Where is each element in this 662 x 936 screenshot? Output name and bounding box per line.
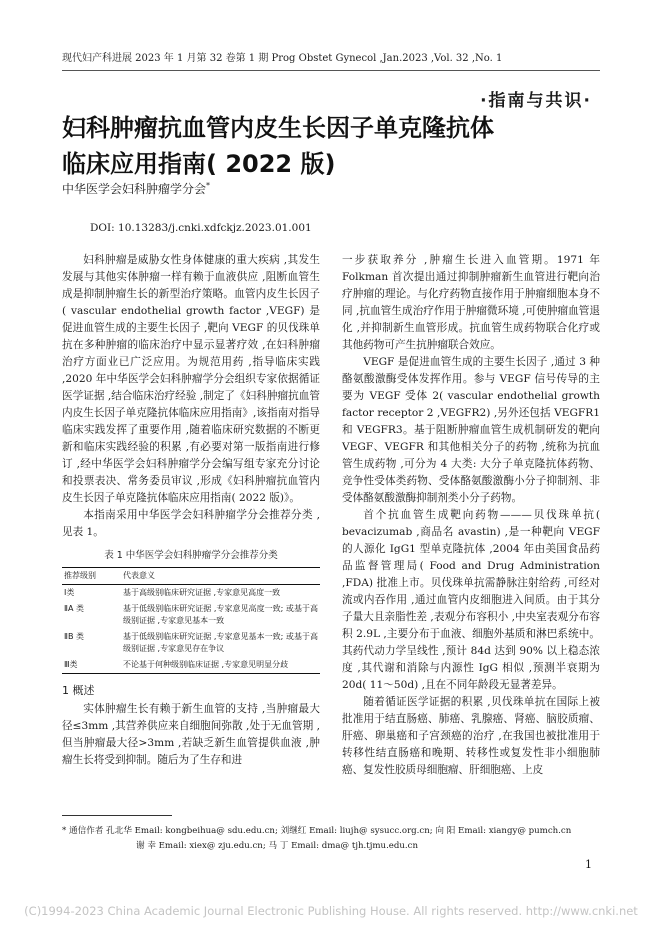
table-row: [62, 629, 320, 657]
right-column: [342, 252, 600, 779]
table-caption: 表 1 中华医学会妇科肿瘤学分会推荐分类: [104, 550, 278, 561]
article-title: [62, 110, 582, 182]
table-cell: ⅡB 类: [64, 632, 84, 641]
table-cell: 基于低级别临床研究证据 ,专家意见高度一致; 或基于高级别证据 ,专家意见基本一致: [123, 604, 318, 625]
table-header-cell: 推荐级别: [62, 568, 121, 585]
paragraph: VEGF 是促进血管生成的主要生长因子 ,通过 3 种酪氨酸激酶受体发挥作用。参与 VEGF 信号传导的主要为 VEGF 受体 2( vascular endothelial growth factor receptor 2 ,VEGFR2) ,另外还包括 VEGFR1 和 VEGFR3。基于阻断肿瘤血管生成机制研发的靶向 VEGF、VEGFR 和其他相关分子的药物 ,统称为抗血管生成药物 ,可分为 4 大类: 大分子单克隆抗体药物、竞争性受体类药物、受体酪氨酸激酶小分子抑制剂、非受体酪氨酸激酶抑制剂类小分子药物。: [342, 356, 600, 504]
author-name: 中华医学会妇科肿瘤学分会: [62, 182, 207, 196]
paragraph: 本指南采用中华医学会妇科肿瘤学分会推荐分类 ,见表 1。: [62, 509, 320, 538]
table-cell: 基于高级别临床研究证据 ,专家意见高度一致: [123, 588, 281, 597]
table-cell: Ⅲ类: [62, 657, 121, 674]
author-line: [62, 180, 210, 197]
footnote-line: * 通信作者 孔北华 Email: kongbeihua@ sdu.edu.cn; 刘继红 Email: liujh@ sysucc.org.cn; 向 阳 Email: xiangy@ pumch.cn: [62, 826, 572, 836]
paragraph: 妇科肿瘤是威胁女性身体健康的重大疾病 ,其发生发展与其他实体肿瘤一样有赖于血液供应 ,阻断血管生成是抑制肿瘤生长的新型治疗策略。血管内皮生长因子( vascular endothelial growth factor ,VEGF) 是促进血管生成的主要生长因子 ,靶向 VEGF 的贝伐珠单抗在多种肿瘤的临床治疗中显示显著疗效 ,在妇科肿瘤治疗方面业已广泛应用。为规范用药 ,指导临床实践 ,2020 年中华医学会妇科肿瘤学分会组织专家依据循证医学证据 ,结合临床治疗经验 ,制定了《妇科肿瘤抗血管内皮生长因子单克隆抗体临床应用指南》,该指南对指导临床实践发挥了重要作用 ,随着临床研究数据的不断更新和临床实践经验的积累 ,有必要对第一版指南进行修订 ,经中华医学会妇科肿瘤学分会编写组专家充分讨论和投票表决、常务委员审议 ,形成《妇科肿瘤抗血管内皮生长因子单克隆抗体临床应用指南( 2022 版)》。: [62, 254, 320, 504]
author-mark: *: [206, 181, 211, 190]
paragraph: 首个抗血管生成靶向药物———贝伐珠单抗( bevacizumab ,商品名 avastin) ,是一种靶向 VEGF 的人源化 IgG1 型单克隆抗体 ,2004 年由美国食品药品监督管理局( Food and Drug Administration ,FDA) 批准上市。贝伐珠单抗需静脉注射给药 ,可经对流或内吞作用 ,通过血管内皮细胞进入间质。由于其分子量大且亲脂性差 ,表观分布容积小 ,中央室表观分布容积 2.9L ,主要分布于血液、细胞外基质和淋巴系统中。其药代动力学呈线性 ,预计 84d 达到 90% 以上稳态浓度 ,其代谢和消除与内源性 IgG 相似 ,预测半衰期为 20d( 11～50d) ,且在不同年龄段无显著差异。: [342, 509, 600, 691]
section-heading: 1 概述: [62, 684, 95, 697]
table-header-cell: 代表意义: [121, 568, 320, 585]
doi: DOI: 10.13283/j.cnki.xdfckjz.2023.01.001: [90, 222, 312, 234]
page-number: 1: [585, 858, 592, 871]
footnote-rule: [62, 815, 172, 816]
title-line-1: 妇科肿瘤抗血管内皮生长因子单克隆抗体: [62, 114, 494, 142]
copyright-watermark: (C)1994-2023 China Academic Journal Electronic Publishing House. All rights reserved. http://www.cnki.net: [24, 904, 638, 918]
table: [62, 567, 320, 674]
table-cell: 基于低级别临床研究证据 ,专家意见基本一致; 或基于高级别证据 ,专家意见存在争议: [123, 632, 318, 653]
recommendation-table: [62, 547, 320, 674]
running-head: 现代妇产科进展 2023 年 1 月第 32 卷第 1 期 Prog Obstet Gynecol ,Jan.2023 ,Vol. 32 ,No. 1: [62, 53, 503, 64]
table-row: [62, 601, 320, 629]
table-row: [62, 657, 320, 674]
paragraph: 一步获取养分 ,肿瘤生长进入血管期。1971 年 Folkman 首次提出通过抑制肿瘤新生血管进行靶向治疗肿瘤的理论。与化疗药物直接作用于肿瘤细胞本身不同 ,抗血管生成治疗作用于肿瘤微环境 ,可使肿瘤血管退化 ,并抑制新生血管形成。抗血管生成药物联合化疗或其他药物可产生抗肿瘤联合效应。: [342, 254, 600, 351]
table-cell: Ⅰ类: [64, 588, 75, 597]
table-header-row: [62, 568, 320, 585]
table-row: [62, 585, 320, 602]
footnote-line: 谢 幸 Email: xiex@ zju.edu.cn; 马 丁 Email: dma@ tjh.tjmu.edu.cn: [136, 841, 418, 851]
table-cell: ⅡA 类: [64, 604, 84, 613]
paragraph: 随着循证医学证据的积累 ,贝伐珠单抗在国际上被批准用于结直肠癌、肺癌、乳腺癌、肾癌、脑胶质瘤、肝癌、卵巢癌和子宫颈癌的治疗 ,在我国也被批准用于转移性结直肠癌和晚期、转移性或复发性非小细胞肺癌、复发性胶质母细胞瘤、肝细胞癌、上皮: [342, 696, 600, 776]
paragraph: 实体肿瘤生长有赖于新生血管的支持 ,当肿瘤最大径≤3mm ,其营养供应来自细胞间弥散 ,处于无血管期 ,但当肿瘤最大径>3mm ,若缺乏新生血管提供血液 ,肿瘤生长将受到抑制。随后为了生存和进: [62, 703, 320, 766]
column-label: ·指南与共识·: [480, 91, 592, 111]
header-rule: [62, 70, 600, 71]
title-line-2: 临床应用指南( 2022 版): [62, 150, 336, 178]
footnote: [62, 824, 602, 854]
table-cell: 不论基于何种级别临床证据 ,专家意见明显分歧: [121, 657, 320, 674]
left-column: [62, 252, 320, 769]
